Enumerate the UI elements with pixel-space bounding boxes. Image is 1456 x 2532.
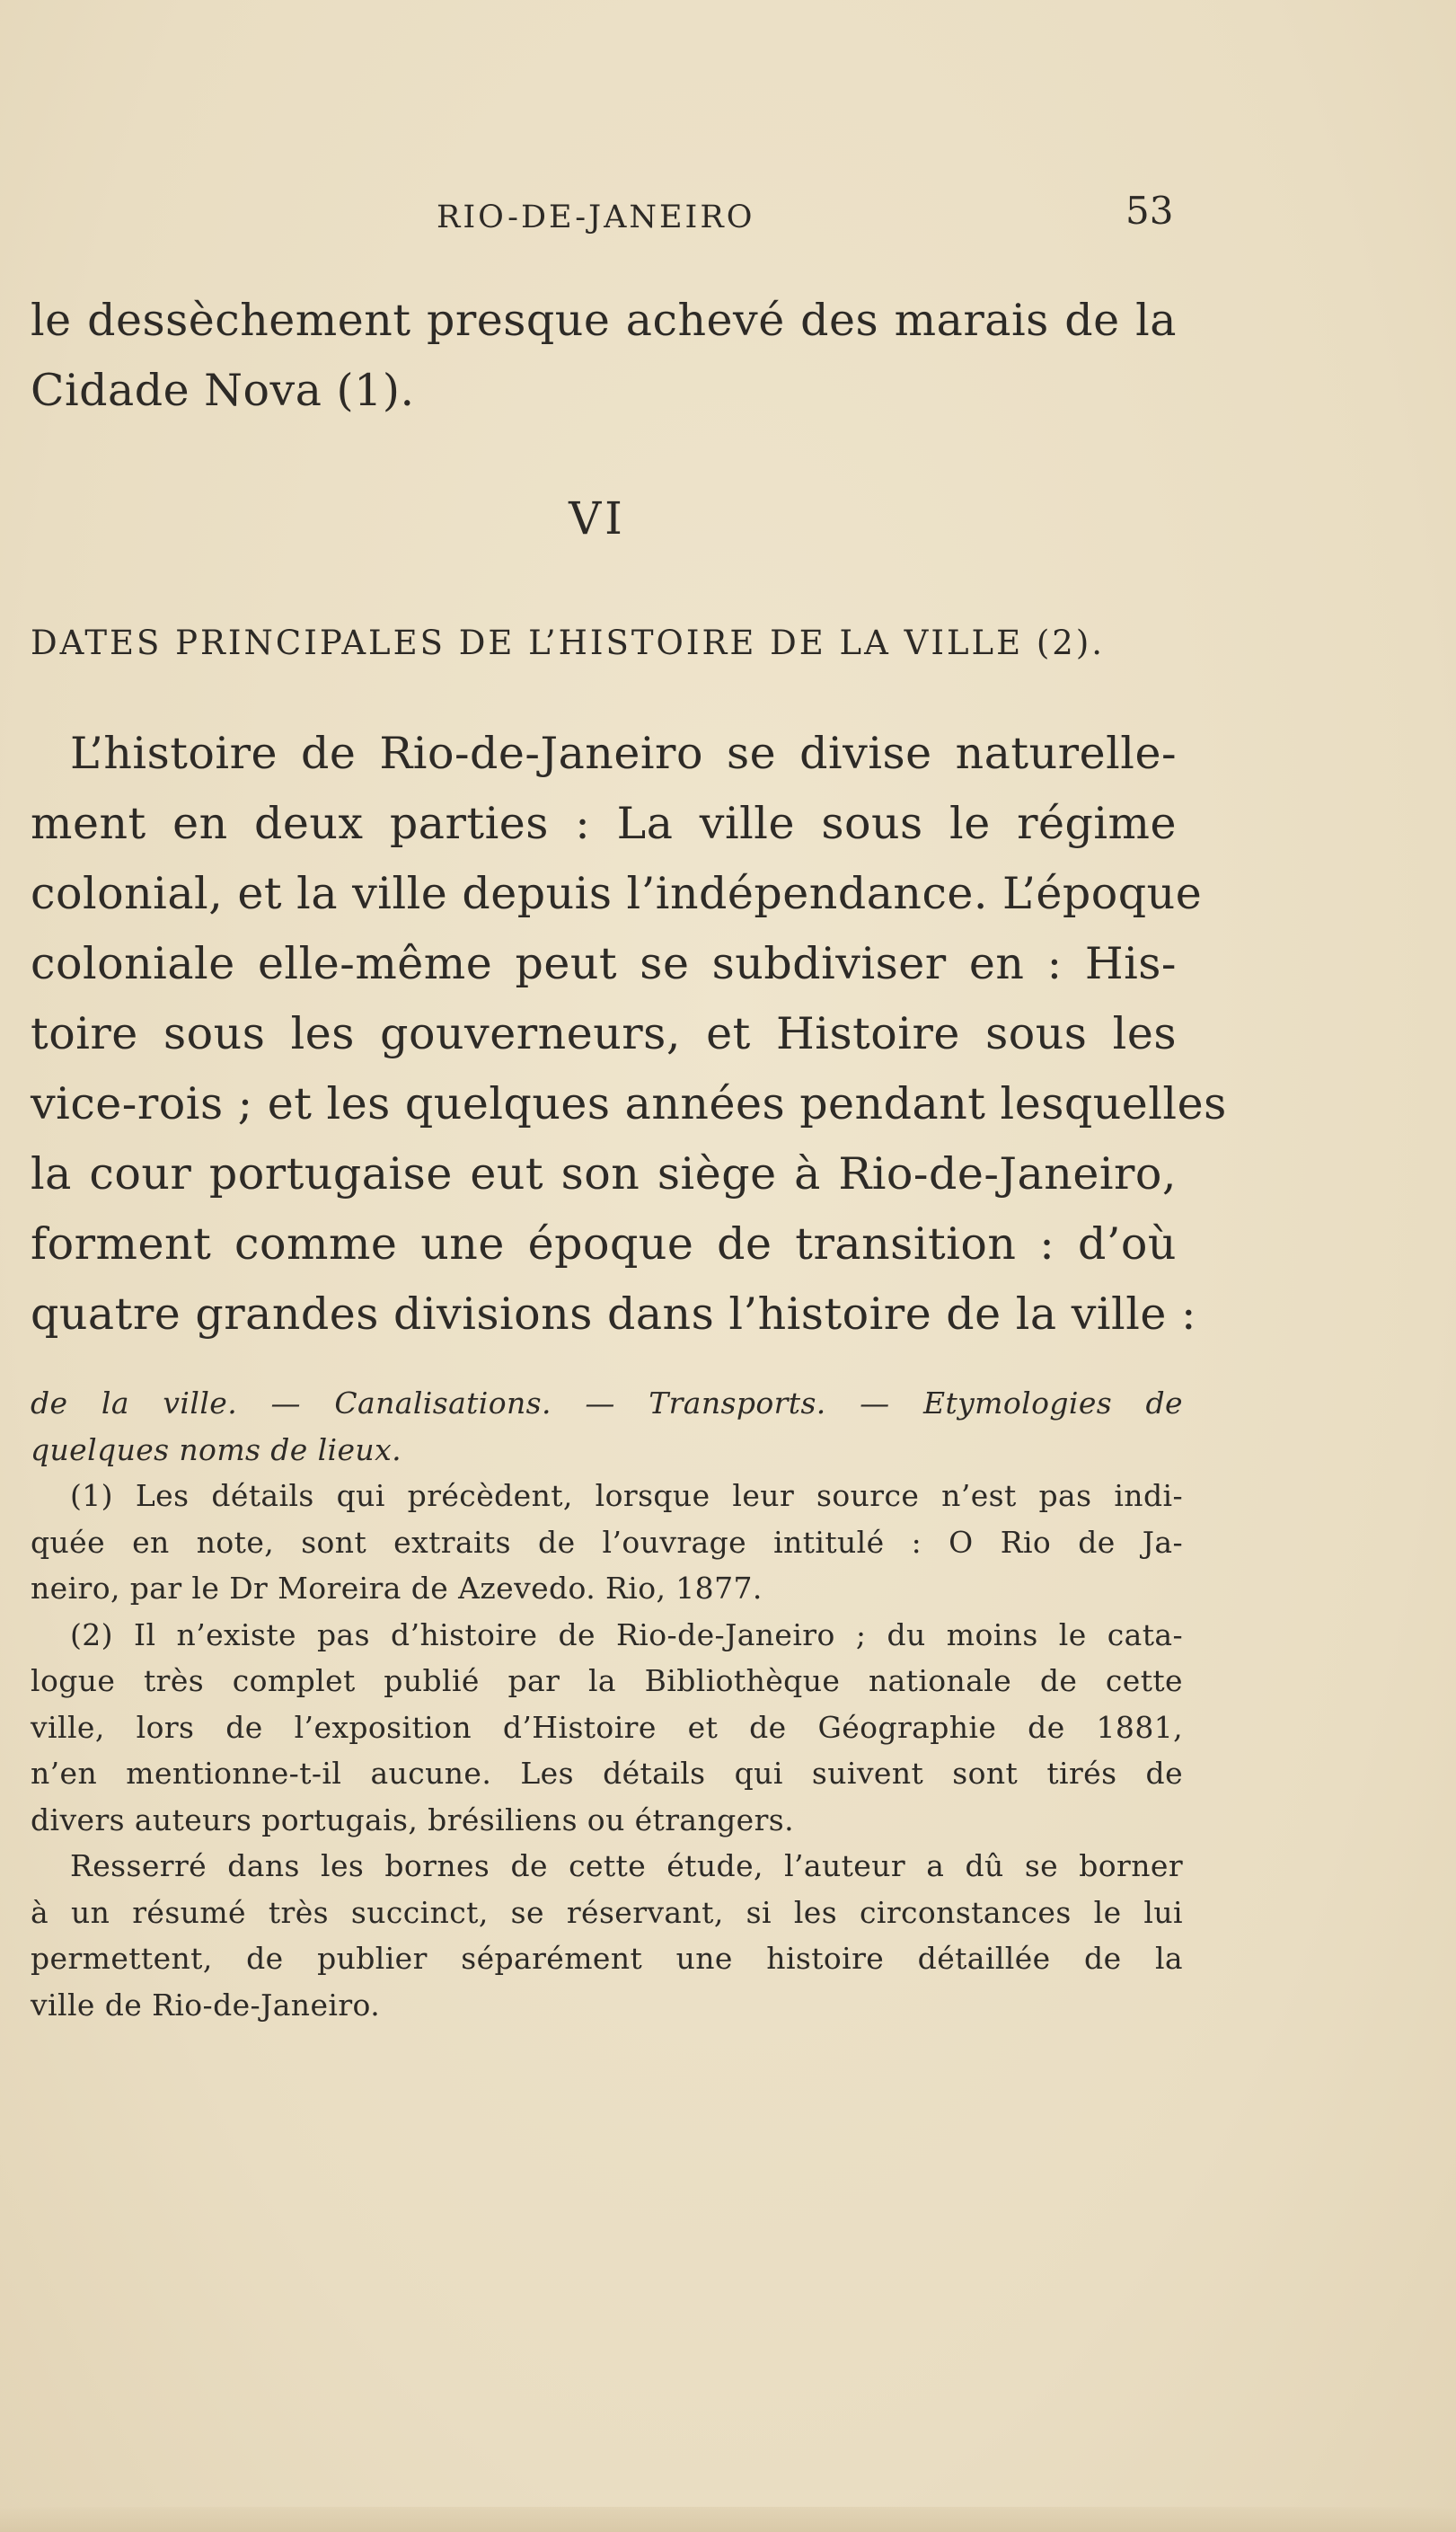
footnote-2-continuation-line: permettent, de publier séparément une histoire détaillée de la [31, 1941, 1183, 1976]
page-number: 53 [1125, 189, 1174, 233]
footnote-2-line: logue très complet publié par la Bibliothèque nationale de cette [31, 1663, 1183, 1698]
text-line: forment comme une époque de transition : d’où [31, 1218, 1177, 1270]
footnote-2-continuation-line: ville de Rio-de-Janeiro. [31, 1987, 381, 2023]
running-title: RIO-DE-JANEIRO [437, 199, 755, 235]
text-line: toire sous les gouverneurs, et Histoire sous les [31, 1008, 1177, 1059]
footnote-2-line: (2) Il n’existe pas d’histoire de Rio-de-Janeiro ; du moins le cata- [70, 1616, 1183, 1652]
intro-paragraph [31, 286, 1177, 426]
section-title: DATES PRINCIPALES DE L’HISTOIRE DE LA VILLE (2). [31, 624, 1106, 662]
text-line: colonial, et la ville depuis l’indépendance. L’époque [31, 868, 1203, 919]
footnote-1-line: neiro, par le Dr Moreira de Azevedo. Rio, 1877. [31, 1571, 763, 1606]
text-line: ment en deux parties : La ville sous le régime [31, 798, 1177, 849]
text-line: quatre grandes divisions dans l’histoire de la ville : [31, 1288, 1196, 1340]
footnotes [31, 1380, 1183, 2028]
footnote-1-line: quée en note, sont extraits de l’ouvrage intitulé : O Rio de Ja- [31, 1524, 1183, 1560]
text-line: le dessèchement presque achevé des marais de la [31, 295, 1177, 346]
footnote-2-line: ville, lors de l’exposition d’Histoire et de Géographie de 1881, [31, 1709, 1183, 1745]
text-line: la cour portugaise eut son siège à Rio-de-Janeiro, [31, 1148, 1177, 1200]
text-line: vice-rois ; et les quelques années pendant lesquelles [31, 1078, 1227, 1129]
footnote-2-line: n’en mentionne-t-il aucune. Les détails qui suivent sont tirés de [31, 1756, 1183, 1791]
footnote-2-line: divers auteurs portugais, brésiliens ou étrangers. [31, 1802, 794, 1837]
main-paragraph [31, 719, 1227, 1350]
footnote-continuation-line: de la ville. — Canalisations. — Transports. — Etymologies de [31, 1386, 1183, 1421]
footnote-2-continuation-line: Resserré dans les bornes de cette étude, l’auteur a dû se borner [70, 1848, 1183, 1883]
page-bottom-edge [0, 2507, 1456, 2532]
text-line: coloniale elle-même peut se subdiviser en : His- [31, 938, 1177, 989]
footnote-continuation-line: quelques noms de lieux. [31, 1431, 402, 1467]
footnote-2-continuation-line: à un résumé très succinct, se réservant, si les circonstances le lui [31, 1894, 1183, 1930]
text-line: Cidade Nova (1). [31, 365, 415, 416]
footnote-1-line: (1) Les détails qui précèdent, lorsque leur source n’est pas indi- [70, 1478, 1183, 1513]
text-line: L’histoire de Rio-de-Janeiro se divise naturelle- [70, 728, 1177, 779]
chapter-number: VI [569, 492, 626, 544]
